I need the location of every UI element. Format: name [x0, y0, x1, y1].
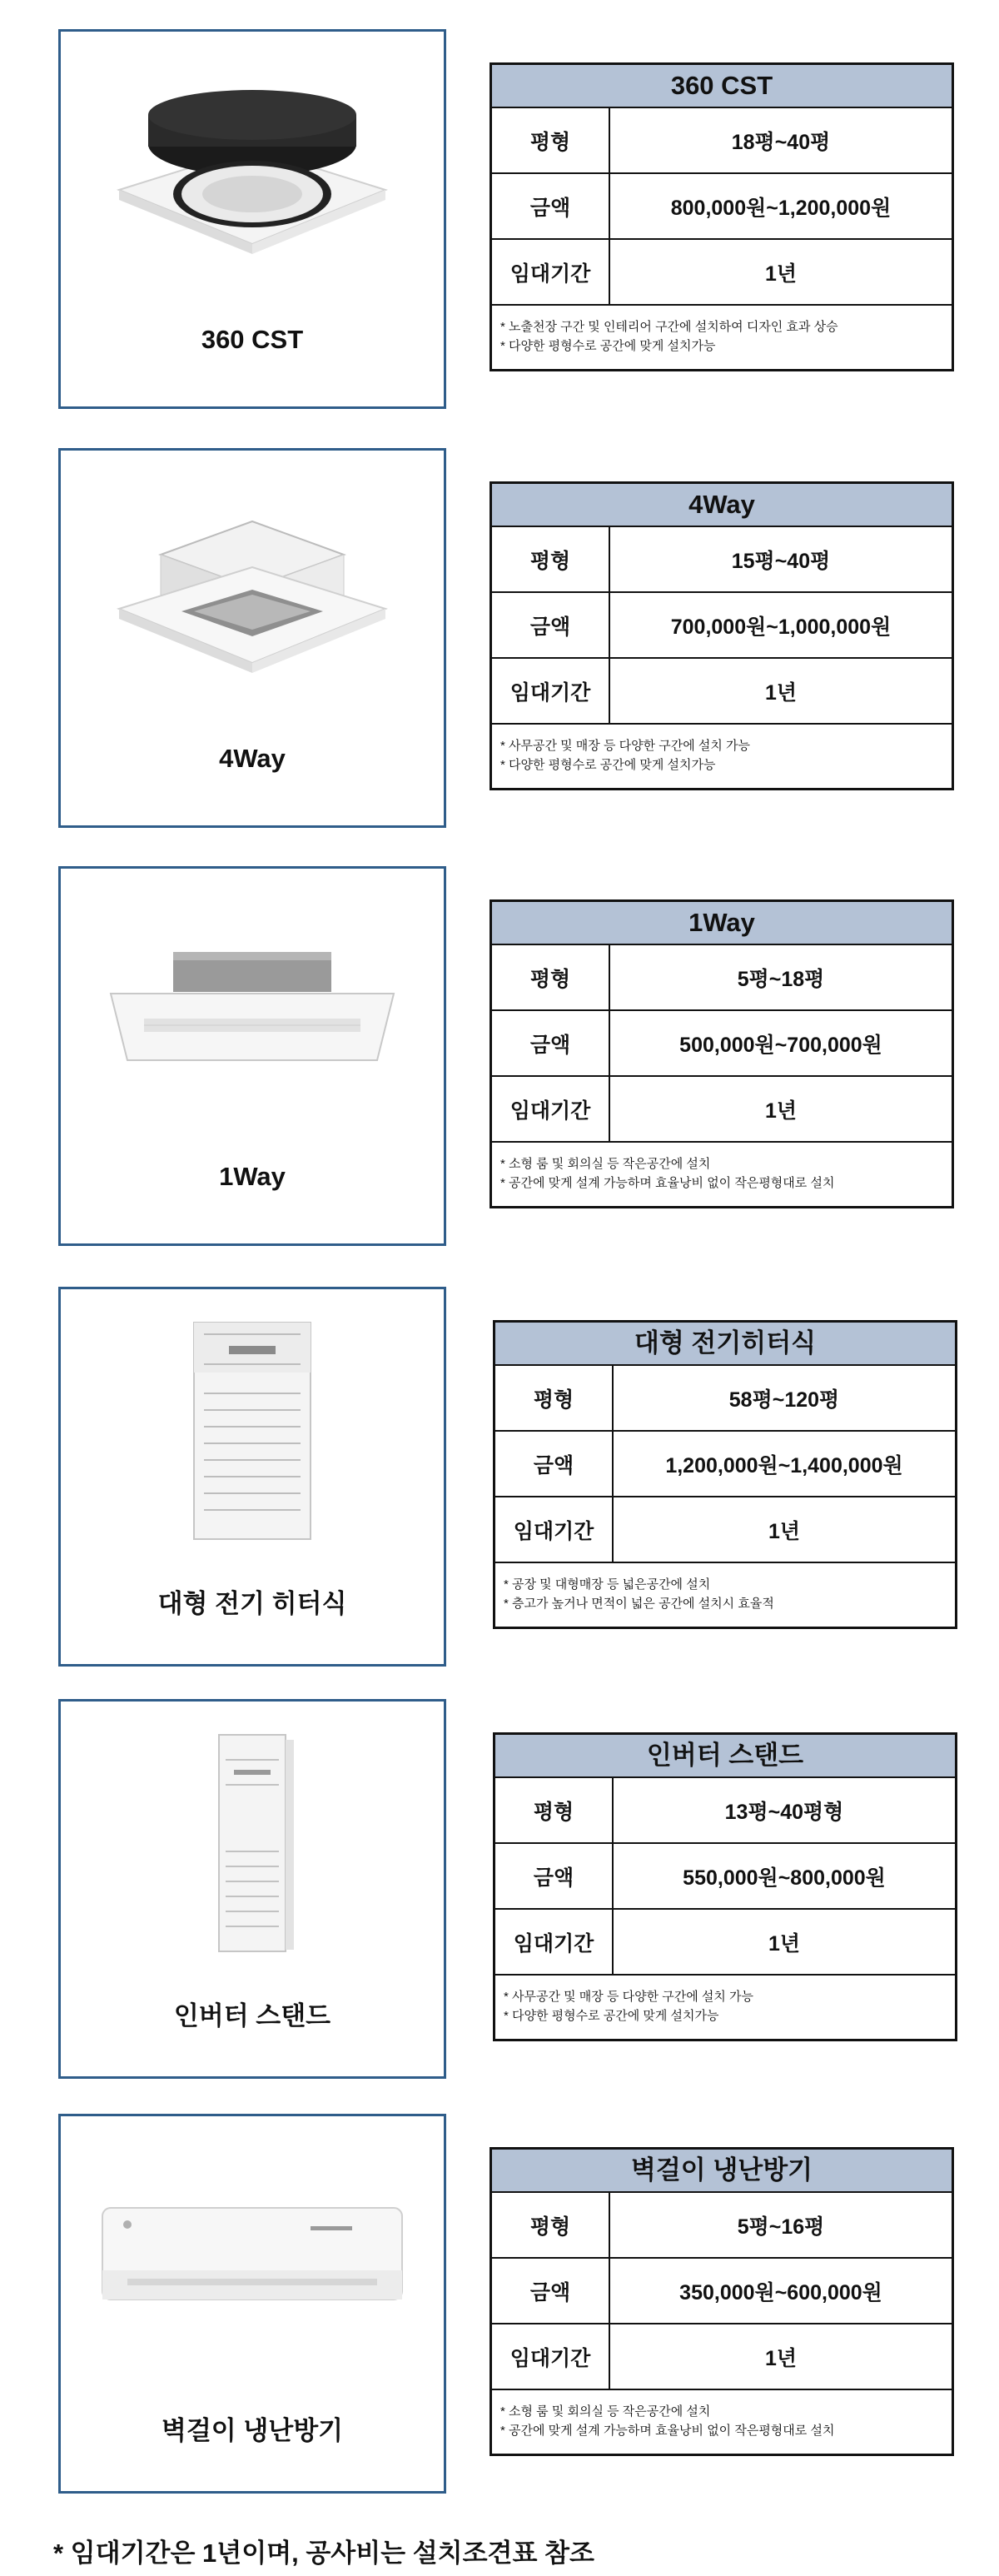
area-value: 15평~40평	[731, 549, 831, 573]
period-label: 임대기간	[492, 240, 610, 304]
spec-row-period	[492, 240, 952, 306]
period-label: 임대기간	[492, 1077, 610, 1141]
spec-title: 대형 전기히터식	[495, 1323, 955, 1366]
spec-row-period	[492, 659, 952, 725]
product-block-1way	[0, 866, 999, 1249]
spec-note: * 소형 룸 및 회의실 등 작은공간에 설치	[500, 2404, 711, 2419]
period-value: 1년	[764, 2346, 798, 2370]
product-block-360-cst	[0, 29, 999, 412]
period-value: 1년	[764, 680, 798, 705]
spec-title: 4Way	[492, 484, 952, 527]
price-value: 1,200,000원~1,400,000원	[665, 1453, 903, 1477]
product-block-large-electric-heater	[0, 1287, 999, 1670]
product-caption: 1Way	[219, 1162, 286, 1191]
spec-row-price	[492, 174, 952, 240]
product-photo-frame	[58, 1699, 446, 2079]
spec-note: * 공간에 맞게 설계 가능하며 효율낭비 없이 작은평형대로 설치	[500, 2424, 835, 2438]
wall-mount-ac-image	[61, 2116, 444, 2399]
cassette-360-ac-image	[61, 32, 444, 315]
spec-row-area	[495, 1366, 955, 1432]
area-value: 58평~120평	[728, 1388, 840, 1412]
price-value: 700,000원~1,000,000원	[670, 615, 892, 639]
area-label: 평형	[495, 1778, 614, 1842]
product-block-wall-mount	[0, 2114, 999, 2497]
area-label: 평형	[492, 527, 610, 591]
spec-note: * 다양한 평형수로 공간에 맞게 설치가능	[500, 339, 716, 353]
spec-note: * 사무공간 및 매장 등 다양한 구간에 설치 가능	[504, 1990, 753, 2004]
spec-row-period	[492, 2324, 952, 2390]
spec-row-period	[495, 1910, 955, 1976]
area-value: 13평~40평형	[724, 1800, 844, 1824]
spec-table	[493, 1732, 957, 2041]
spec-table	[490, 2147, 954, 2456]
area-value: 5평~18평	[737, 967, 825, 991]
rental-footnote: * 임대기간은 1년이며, 공사비는 설치조견표 참조	[53, 2539, 594, 2568]
spec-note: * 층고가 높거나 면적이 넓은 공간에 설치시 효율적	[504, 1597, 774, 1611]
area-label: 평형	[495, 1366, 614, 1430]
product-photo-frame	[58, 866, 446, 1246]
spec-row-area	[492, 945, 952, 1011]
spec-table	[493, 1320, 957, 1629]
spec-row-price	[492, 2259, 952, 2324]
spec-row-price	[495, 1844, 955, 1910]
price-value: 500,000원~700,000원	[679, 1033, 882, 1057]
price-value: 350,000원~600,000원	[679, 2280, 882, 2304]
price-label: 금액	[492, 593, 610, 657]
price-value: 550,000원~800,000원	[683, 1866, 886, 1890]
price-label: 금액	[495, 1432, 614, 1496]
spec-notes	[495, 1563, 955, 1627]
spec-row-area	[492, 108, 952, 174]
period-label: 임대기간	[492, 659, 610, 723]
spec-note: * 다양한 평형수로 공간에 맞게 설치가능	[504, 2009, 719, 2023]
spec-notes	[492, 1143, 952, 1206]
spec-note: * 공장 및 대형매장 등 넓은공간에 설치	[504, 1577, 711, 1592]
spec-notes	[492, 306, 952, 369]
inverter-stand-ac-image	[61, 1702, 444, 1985]
period-value: 1년	[768, 1931, 801, 1956]
spec-note: * 공간에 맞게 설계 가능하며 효율낭비 없이 작은평형대로 설치	[500, 1176, 835, 1190]
price-label: 금액	[492, 1011, 610, 1075]
spec-note: * 소형 룸 및 회의실 등 작은공간에 설치	[500, 1157, 711, 1171]
cassette-4way-ac-image	[61, 451, 444, 734]
large-floor-heater-ac-image	[61, 1289, 444, 1572]
spec-row-price	[492, 593, 952, 659]
area-label: 평형	[492, 945, 610, 1009]
spec-row-price	[492, 1011, 952, 1077]
spec-title: 1Way	[492, 902, 952, 945]
spec-row-area	[492, 527, 952, 593]
spec-table	[490, 62, 954, 371]
spec-note: * 사무공간 및 매장 등 다양한 구간에 설치 가능	[500, 739, 750, 753]
period-label: 임대기간	[495, 1910, 614, 1974]
period-value: 1년	[764, 262, 798, 286]
product-caption: 인버터 스탠드	[173, 2001, 331, 2030]
spec-row-area	[495, 1778, 955, 1844]
spec-table	[490, 481, 954, 790]
spec-row-period	[495, 1497, 955, 1563]
spec-row-area	[492, 2193, 952, 2259]
price-label: 금액	[495, 1844, 614, 1908]
product-photo-frame	[58, 1287, 446, 1667]
spec-title: 인버터 스탠드	[495, 1735, 955, 1778]
product-photo-frame	[58, 2114, 446, 2494]
spec-title: 360 CST	[492, 65, 952, 108]
product-block-inverter-stand	[0, 1699, 999, 2082]
period-value: 1년	[764, 1099, 798, 1123]
area-label: 평형	[492, 108, 610, 172]
price-label: 금액	[492, 174, 610, 238]
price-label: 금액	[492, 2259, 610, 2323]
area-label: 평형	[492, 2193, 610, 2257]
cassette-1way-ac-image	[61, 869, 444, 1152]
area-value: 18평~40평	[731, 130, 831, 154]
spec-notes	[495, 1976, 955, 2039]
spec-title: 벽걸이 냉난방기	[492, 2150, 952, 2193]
spec-note: * 노출천장 구간 및 인테리어 구간에 설치하여 디자인 효과 상승	[500, 320, 838, 334]
spec-notes	[492, 725, 952, 788]
product-photo-frame	[58, 29, 446, 409]
product-caption: 4Way	[219, 744, 286, 773]
period-value: 1년	[768, 1519, 801, 1543]
product-caption: 대형 전기 히터식	[157, 1589, 347, 1618]
product-caption: 360 CST	[201, 325, 304, 354]
product-photo-frame	[58, 448, 446, 828]
spec-note: * 다양한 평형수로 공간에 맞게 설치가능	[500, 758, 716, 772]
price-value: 800,000원~1,200,000원	[670, 196, 892, 220]
product-caption: 벽걸이 냉난방기	[161, 2416, 344, 2445]
period-label: 임대기간	[495, 1497, 614, 1562]
area-value: 5평~16평	[737, 2215, 825, 2239]
period-label: 임대기간	[492, 2324, 610, 2389]
spec-row-price	[495, 1432, 955, 1497]
spec-table	[490, 899, 954, 1208]
spec-row-period	[492, 1077, 952, 1143]
product-block-4way	[0, 448, 999, 831]
spec-notes	[492, 2390, 952, 2454]
